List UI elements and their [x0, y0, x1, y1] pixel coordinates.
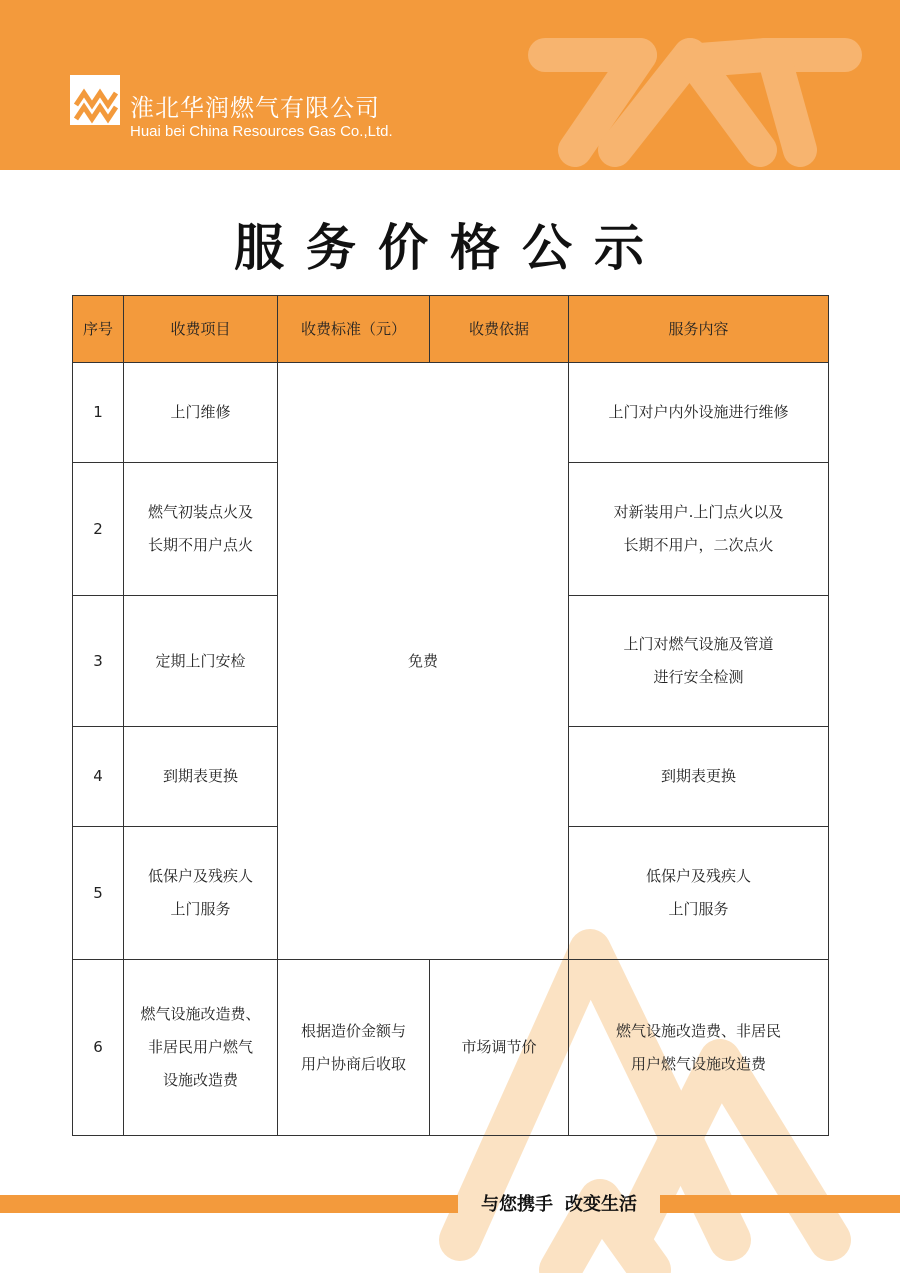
row-content — [569, 363, 829, 463]
page-title: 服务价格公示 — [234, 219, 666, 277]
row-content-line: 到期表更换 — [660, 767, 736, 785]
row-item-line: 上门服务 — [170, 900, 231, 918]
row-item-line: 长期不用户点火 — [147, 536, 253, 554]
row-number: 4 — [73, 727, 124, 827]
table-row — [73, 363, 829, 463]
row-item — [124, 960, 278, 1136]
row-content — [569, 727, 829, 827]
row-content-line: 长期不用户，二次点火 — [623, 536, 774, 554]
header-decoration — [0, 0, 900, 170]
table-row — [73, 960, 829, 1136]
header-banner — [0, 0, 900, 170]
row-content — [569, 960, 829, 1136]
company-logo — [70, 75, 120, 125]
header-content: 服务内容 — [569, 296, 829, 363]
row-item — [124, 363, 278, 463]
header-standard: 收费标准（元） — [278, 296, 430, 363]
company-name-cn: 淮北华润燃气有限公司 — [130, 94, 380, 122]
row-number: 1 — [73, 363, 124, 463]
row-content-line: 用户燃气设施改造费 — [630, 1054, 766, 1073]
row-item — [124, 596, 278, 727]
row-number: 2 — [73, 463, 124, 596]
logo-mark-icon — [70, 75, 120, 125]
row-content-line: 燃气设施改造费、非居民 — [615, 1021, 781, 1040]
row-standard-line: 用户协商后收取 — [300, 1054, 406, 1073]
row-item-line: 燃气初装点火及 — [147, 503, 253, 521]
row-content-line: 上门服务 — [668, 900, 729, 918]
header-basis: 收费依据 — [430, 296, 569, 363]
row-content-line: 低保户及残疾人 — [645, 867, 751, 885]
footer-slogan — [458, 1190, 660, 1216]
row-number: 3 — [73, 596, 124, 727]
slogan-part-1: 与您携手 — [481, 1194, 553, 1215]
row-standard — [278, 960, 430, 1136]
slogan-part-2: 改变生活 — [565, 1194, 637, 1215]
header-item: 收费项目 — [124, 296, 278, 363]
row-number: 6 — [73, 960, 124, 1136]
row-content-line: 上门对户内外设施进行维修 — [608, 403, 789, 421]
row-content — [569, 827, 829, 960]
row-basis — [430, 960, 569, 1136]
table-header-row — [73, 296, 829, 363]
header-no: 序号 — [73, 296, 124, 363]
row-standard-line: 根据造价金额与 — [300, 1021, 406, 1040]
row-item — [124, 727, 278, 827]
row-basis-line: 市场调节价 — [461, 1038, 537, 1056]
row-content-line: 对新装用户.上门点火以及 — [613, 503, 784, 521]
row-item-line: 定期上门安检 — [155, 651, 246, 670]
free-cell: 免费 — [278, 363, 569, 960]
company-name-en: Huai bei China Resources Gas Co.,Ltd. — [130, 123, 393, 140]
footer-bar-right — [660, 1195, 900, 1213]
row-content — [569, 463, 829, 596]
row-item-line: 设施改造费 — [162, 1071, 238, 1089]
row-item — [124, 463, 278, 596]
row-item-line: 燃气设施改造费、 — [140, 1005, 261, 1023]
row-content — [569, 596, 829, 727]
row-item — [124, 827, 278, 960]
row-content-line: 进行安全检测 — [653, 668, 744, 686]
row-number: 5 — [73, 827, 124, 960]
row-item-line: 上门维修 — [170, 403, 231, 421]
footer-bar-left — [0, 1195, 458, 1213]
row-item-line: 低保户及残疾人 — [147, 867, 253, 885]
row-item-line: 非居民用户燃气 — [147, 1038, 253, 1056]
row-content-line: 上门对燃气设施及管道 — [623, 635, 774, 653]
price-table — [72, 295, 829, 1136]
row-item-line: 到期表更换 — [162, 767, 238, 785]
